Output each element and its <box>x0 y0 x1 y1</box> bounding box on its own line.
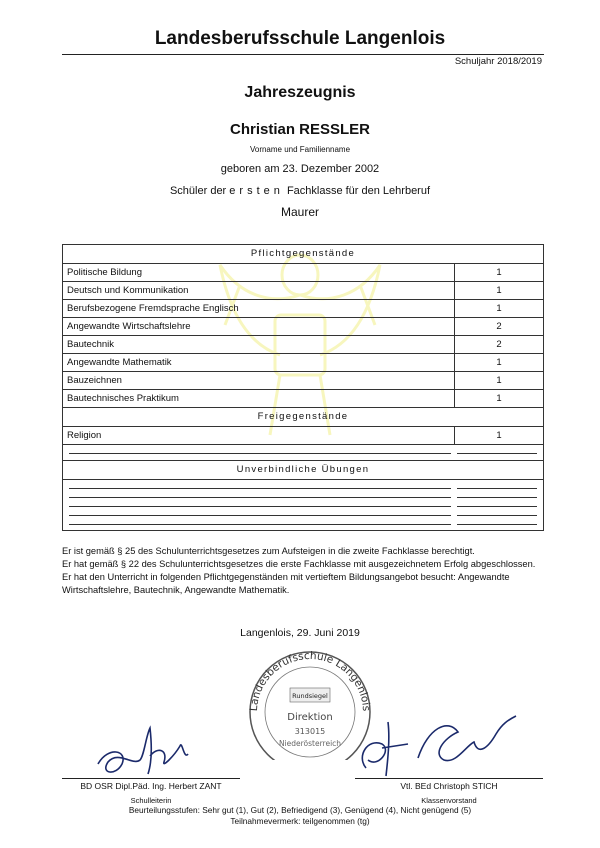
principal-name: BD OSR Dipl.Päd. Ing. Herbert ZANT <box>80 781 222 791</box>
class-teacher-name: Vtl. BEd Christoph STICH <box>400 781 498 791</box>
grade-row <box>63 282 543 300</box>
subject-grade: 1 <box>496 430 502 441</box>
trade: Maurer <box>280 205 319 219</box>
remarks <box>62 545 552 597</box>
blank-row <box>63 498 543 507</box>
signature-line-left <box>62 778 240 779</box>
remark: Er hat gemäß § 22 des Schulunterrichtsgesetzes die erste Fachklasse mit ausgezeichnetem Erfolg abgeschlossen. <box>62 559 536 569</box>
seal-center-label: Rundsiegel <box>292 692 328 700</box>
principal-signature <box>88 716 198 780</box>
student-name: Christian RESSLER <box>229 121 371 138</box>
seal-number: 313015 <box>294 727 326 736</box>
seal-direktion: Direktion <box>287 712 333 723</box>
class-teacher-signature <box>348 698 528 782</box>
subject-grade: 2 <box>496 339 502 350</box>
exercises-section-title: Unverbindliche Übungen <box>63 460 543 480</box>
grade-row <box>63 336 543 354</box>
subject-name: Bautechnik <box>63 336 455 353</box>
class-ordinal: ersten <box>229 185 284 197</box>
grade-row <box>63 354 543 372</box>
grades-table <box>62 244 544 531</box>
header-rule <box>62 54 544 55</box>
subject-name: Angewandte Mathematik <box>63 354 455 371</box>
principal-role: Schulleiterin <box>130 796 172 805</box>
subject-grade: 1 <box>496 375 502 386</box>
document-title: Jahreszeugnis <box>244 84 356 101</box>
place-date: Langenlois, 29. Juni 2019 <box>240 627 360 639</box>
subject-name: Angewandte Wirtschaftslehre <box>63 318 455 335</box>
grade-row <box>63 372 543 390</box>
class-prefix: Schüler der <box>169 185 227 197</box>
school-name: Landesberufsschule Langenlois <box>154 28 446 49</box>
subject-grade: 1 <box>496 303 502 314</box>
subject-grade: 1 <box>496 285 502 296</box>
subject-grade: 2 <box>496 321 502 332</box>
blank-row <box>63 489 543 498</box>
mandatory-section-title: Pflichtgegenstände <box>63 245 543 264</box>
blank-row <box>63 507 543 516</box>
blank-row <box>63 480 543 489</box>
grade-row <box>63 427 543 445</box>
subject-grade: 1 <box>496 357 502 368</box>
class-line <box>0 185 600 197</box>
class-suffix: Fachklasse für den Lehrberuf <box>286 185 431 197</box>
signature-line-right <box>355 778 543 779</box>
optional-section-title: Freigegenstände <box>63 408 543 427</box>
grade-row <box>63 318 543 336</box>
grade-row <box>63 390 543 408</box>
subject-name: Berufsbezogene Fremdsprache Englisch <box>63 300 455 317</box>
class-teacher-role: Klassenvorstand <box>421 796 477 805</box>
subject-name: Deutsch und Kommunikation <box>63 282 455 299</box>
seal-region: Niederösterreich <box>278 739 342 748</box>
attendance-note: Teilnahmevermerk: teilgenommen (tg) <box>230 816 370 826</box>
subject-name: Bautechnisches Praktikum <box>63 390 455 407</box>
subject-name: Politische Bildung <box>63 264 455 281</box>
subject-name: Bauzeichnen <box>63 372 455 389</box>
blank-row <box>63 516 543 525</box>
school-year: Schuljahr 2018/2019 <box>454 56 542 67</box>
remark: Er ist gemäß § 25 des Schulunterrichtsgesetzes zum Aufsteigen in die zweite Fachklasse berechtigt. <box>62 546 475 556</box>
remark: Er hat den Unterricht in folgenden Pflichtgegenständen mit vertieftem Bildungsangebot besucht: Angewandte Wirtschaftslehre, Bautechnik, Angewandte Mathematik. <box>62 572 510 595</box>
grade-row <box>63 264 543 282</box>
name-label: Vorname und Familienname <box>249 145 351 154</box>
seal-ring-text: Landesberufsschule Langenlois <box>247 650 373 712</box>
subject-grade: 1 <box>496 267 502 278</box>
subject-name: Religion <box>63 427 455 444</box>
grading-scale: Beurteilungsstufen: Sehr gut (1), Gut (2), Befriedigend (3), Genügend (4), Nicht genügend (5) <box>128 805 472 815</box>
birth-date: geboren am 23. Dezember 2002 <box>220 163 380 175</box>
blank-row <box>63 445 543 454</box>
grade-row <box>63 300 543 318</box>
subject-grade: 1 <box>496 393 502 404</box>
